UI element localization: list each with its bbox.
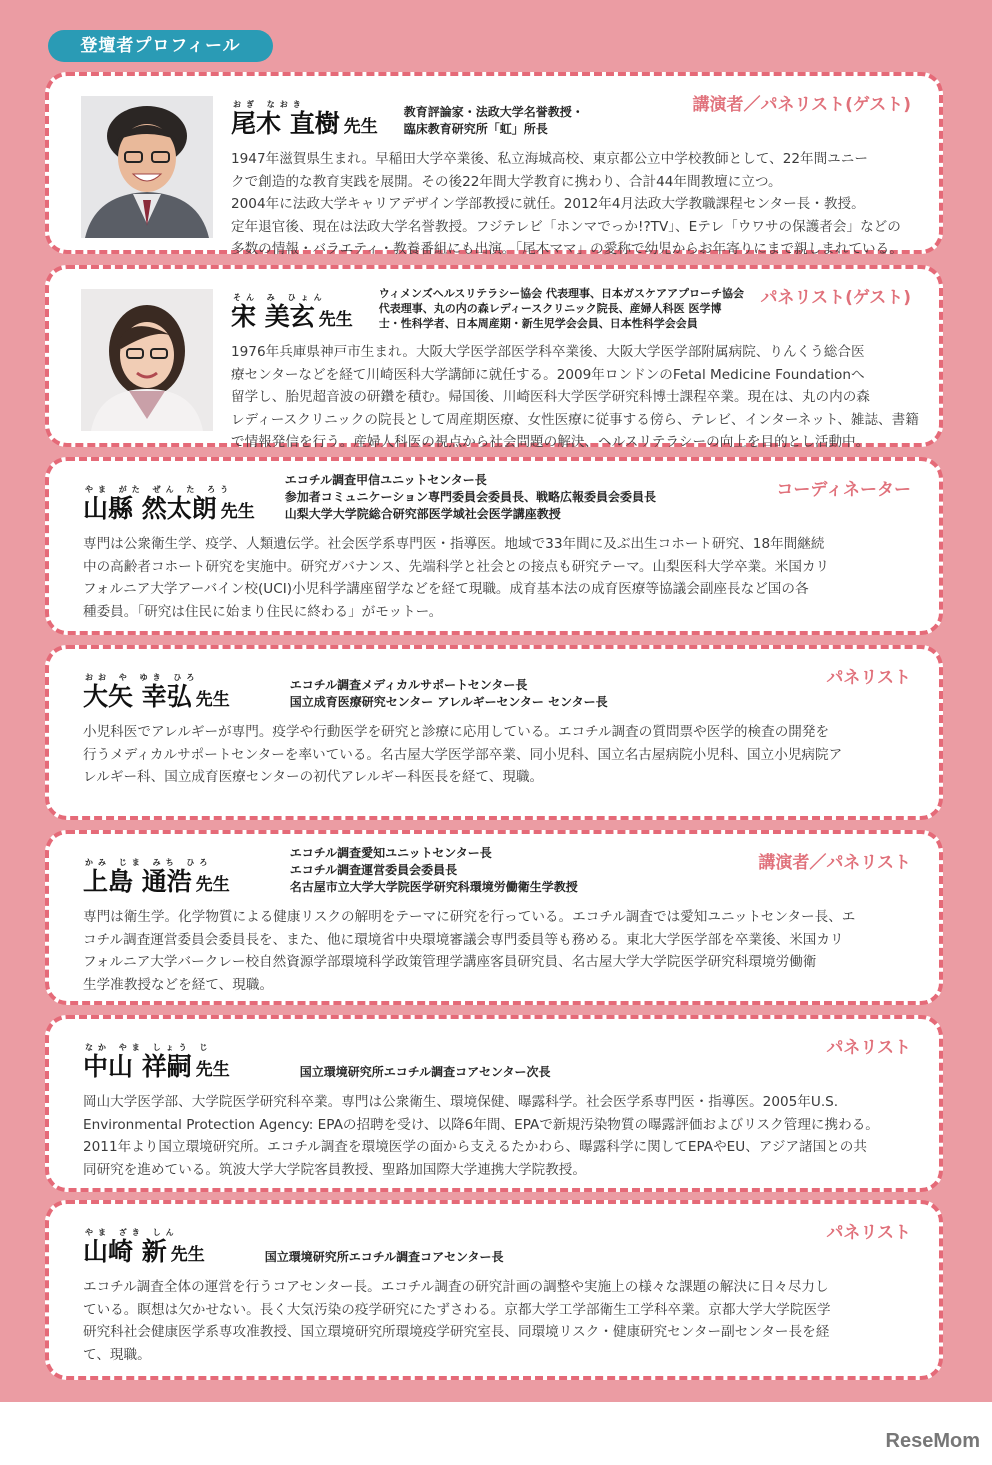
bio-line: クで創造的な教育実践を展開。その後22年間大学教育に携わり、合計44年間教壇に立つ。	[231, 173, 782, 190]
bio-line: 岡山大学医学部、大学院医学研究科卒業。専門は公衆衛生、環境保健、曝露科学。社会医学系専門医・指導医。2005年U.S.	[83, 1094, 839, 1110]
name-text: 山崎 新	[83, 1237, 167, 1266]
bio-line: コチル調査運営委員会委員長を、また、他に環境省中央環境審議会専門委員等も務める。東北大学医学部を卒業後、米国カリ	[83, 931, 844, 948]
bio-line: フォルニア大学アーバイン校(UCI)小児科学講座留学などを経て現職。成育基本法の成育医療等協議会副座長など国の各	[83, 581, 809, 597]
speaker-role: パネリスト	[826, 1223, 911, 1243]
speaker-info	[83, 471, 911, 623]
bio-line: 研究科社会健康医学系専攻准教授、国立環境研究所環境疫学研究室長、同環境リスク・健康研究センター副センター長を経	[83, 1324, 830, 1340]
speaker-name-block	[83, 672, 230, 715]
speaker-name	[231, 109, 378, 142]
affiliation-line: 参加者コミュニケーション専門委員会委員長、戦略広報委員会委員長	[284, 490, 657, 504]
speaker-name-block	[231, 99, 378, 142]
affiliation-line: 臨床教育研究所「虹」所長	[403, 122, 548, 136]
bio-line: で情報発信を行う。産婦人科医の視点から社会問題の解決、ヘルスリテラシーの向上を目的とし活動中。	[231, 434, 870, 450]
bio-line: 行うメディカルサポートセンターを率いている。名古屋大学医学部卒業、同小児科、国立名古屋病院小児科、国立小児病院ア	[83, 746, 843, 763]
affiliation-line: 国立環境研究所エコチル調査コアセンター次長	[299, 1065, 551, 1079]
affiliation-line: エコチル調査愛知ユニットセンター長	[289, 846, 492, 860]
name-furigana: おぎ なおき	[233, 100, 306, 109]
speaker-role: 講演者／パネリスト(ゲスト)	[692, 95, 911, 115]
bio-line: 種委員。「研究は住民に始まり住民に終わる」がモットー。	[83, 603, 443, 620]
name-text: 上島 通浩	[83, 867, 192, 896]
bio-line: 専門は衛生学。化学物質による健康リスクの解明をテーマに研究を行っている。エコチル調査では愛知ユニットセンター長、エ	[83, 909, 856, 925]
affiliation	[285, 472, 656, 523]
bio-line: 専門は公衆衛生学、疫学、人類遺伝学。社会医学系専門医・指導医。地域で33年間に及ぶ出生コホート研究、18年間継続	[83, 536, 825, 552]
name-text: 宋 美玄	[231, 302, 315, 331]
speaker-info	[231, 279, 919, 454]
speaker-name	[83, 1237, 205, 1270]
affiliation-line: 名古屋市立大学大学院医学研究科環境労働衛生学教授	[289, 880, 578, 894]
speaker-role: パネリスト(ゲスト)	[760, 288, 911, 308]
speaker-header	[83, 1214, 911, 1270]
speaker-card	[45, 265, 943, 450]
male-portrait	[81, 96, 213, 238]
speaker-info	[83, 1214, 911, 1366]
honorific: 先生	[318, 310, 353, 330]
bio-line: Environmental Protection Agency: EPAの招聘を受け、以降6年間、EPAで新規汚染物質の曝露評価およびリスク管理に携わる。	[83, 1116, 879, 1133]
affiliation-line: ウィメンズヘルスリテラシー協会 代表理事、日本ガスケアアプローチ協会	[378, 287, 745, 300]
speaker-name	[83, 494, 255, 527]
bio-line: 2011年より国立環境研究所。エコチル調査を環境医学の面から支えるたかわら、曝露科学に関してEPAやEU、アジア諸国との共	[83, 1139, 867, 1155]
speaker-card	[45, 1015, 943, 1192]
affiliation-line: 代表理事、丸の内の森レディースクリニック院長、産婦人科医 医学博	[378, 302, 722, 315]
speaker-name-block	[83, 857, 230, 900]
affiliation-line: エコチル調査メディカルサポートセンター長	[289, 678, 528, 692]
name-text: 大矢 幸弘	[83, 682, 192, 711]
affiliation-line: 国立成育医療研究センター アレルギーセンター センター長	[289, 695, 608, 709]
affiliation	[404, 104, 584, 138]
name-furigana: おお や ゆき ひろ	[85, 673, 200, 682]
bio-line: 1976年兵庫県神戸市生まれ。大阪大学医学部医学科卒業後、大阪大学医学部附属病院、りんくう総合医	[231, 344, 865, 360]
honorific: 先生	[195, 875, 230, 895]
resemom-logo: ReseMom	[885, 1430, 980, 1452]
bio-line: て、現職。	[83, 1346, 151, 1363]
speaker-header	[231, 86, 911, 142]
speaker-header	[83, 659, 911, 715]
speaker-name-block	[83, 1042, 230, 1085]
bio-line: 小児科医でアレルギーが専門。疫学や行動医学を研究と診療に応用している。エコチル調査の質問票や医学的検査の開発を	[83, 724, 830, 740]
affiliation-line: 士・性科学者、日本周産期・新生児学会会員、日本性科学会会員	[378, 317, 698, 330]
affiliation-line: 教育評論家・法政大学名誉教授・	[403, 105, 584, 119]
speaker-header	[231, 279, 911, 335]
bio-line: ている。瞑想は欠かせない。長く大気汚染の疫学研究にたずさわる。京都大学工学部衛生工学科卒業。京都大学大学院医学	[83, 1301, 831, 1318]
speaker-name	[231, 302, 353, 335]
affiliation	[265, 1249, 504, 1266]
bio-line: 2004年に法政大学キャリアデザイン学部教授に就任。2012年4月法政大学教職課程センター長・教授。	[231, 196, 865, 212]
name-text: 尾木 直樹	[231, 109, 340, 138]
bio-line: 同研究を進めている。筑波大学大学院客員教授、聖路加国際大学連携大学院教授。	[83, 1161, 586, 1178]
section-title-badge: 登壇者プロフィール	[48, 30, 273, 62]
speaker-card	[45, 830, 943, 1005]
speaker-bio	[83, 533, 911, 623]
speaker-bio	[83, 721, 911, 789]
bio-line: 生学准教授などを経て、現職。	[83, 976, 274, 993]
speaker-name-block	[83, 484, 255, 527]
bio-line: 留学し、胎児超音波の研鑽を積む。帰国後、川崎医科大学医学研究科博士課程卒業。現在は、丸の内の森	[231, 389, 870, 405]
speaker-role: パネリスト	[826, 1038, 911, 1058]
speaker-name	[83, 1052, 230, 1085]
speaker-name-block	[231, 292, 353, 335]
bio-line: フォルニア大学バークレー校自然資源学部環境科学政策管理学講座客員研究員、名古屋大学大学院医学研究科環境労働衛	[83, 954, 817, 970]
name-furigana: かみ じま みち ひろ	[85, 858, 213, 867]
bio-line: レルギー科、国立成育医療センターの初代アレルギー科医長を経て、現職。	[83, 769, 544, 785]
speaker-bio	[231, 148, 911, 261]
female-portrait	[81, 289, 213, 431]
name-furigana: なか やま しょう じ	[85, 1043, 213, 1052]
speaker-card	[45, 1200, 943, 1380]
bio-line: レディースクリニックの院長として周産期医療、女性医療に従事する傍ら、テレビ、インターネット、雑誌、書籍	[231, 411, 919, 428]
speaker-header	[83, 1029, 911, 1085]
affiliation	[379, 286, 744, 331]
honorific: 先生	[195, 1060, 230, 1080]
speaker-info	[231, 86, 911, 261]
speaker-card	[45, 457, 943, 635]
speaker-bio	[83, 1276, 911, 1366]
bio-line: 多数の情報・バラエティ・教養番組にも出演。「尾木ママ」の愛称で幼児からお年寄りにまで親しまれている。	[231, 241, 903, 257]
speaker-card	[45, 645, 943, 820]
speaker-bio	[83, 1091, 911, 1181]
speaker-card	[45, 72, 943, 257]
name-furigana: やま ざき しん	[85, 1228, 179, 1237]
name-furigana: やま がた ぜん た ろう	[85, 485, 234, 494]
bio-line: 中の高齢者コホート研究を実施中。研究ガバナンス、先端科学と社会との接点も研究テーマ。山梨医科大学卒業。米国カリ	[83, 558, 830, 575]
speaker-name-block	[83, 1227, 205, 1270]
speaker-info	[83, 659, 911, 789]
affiliation-line: エコチル調査甲信ユニットセンター長	[284, 473, 487, 487]
affiliation	[290, 677, 608, 711]
affiliation-line: 国立環境研究所エコチル調査コアセンター長	[264, 1250, 504, 1264]
affiliation-line: エコチル調査運営委員会委員長	[289, 863, 458, 877]
honorific: 先生	[195, 690, 230, 710]
honorific: 先生	[343, 117, 378, 137]
speaker-info	[83, 844, 911, 996]
bio-line: 定年退官後、現在は法政大学名誉教授。フジテレビ「ホンマでっか!?TV」、Eテレ「ウワサの保護者会」などの	[231, 218, 901, 235]
honorific: 先生	[170, 1245, 205, 1265]
speaker-header	[83, 471, 911, 527]
speaker-role: パネリスト	[826, 668, 911, 688]
name-text: 山縣 然太朗	[83, 494, 217, 523]
honorific: 先生	[220, 502, 255, 522]
speaker-info	[83, 1029, 911, 1181]
affiliation	[290, 845, 578, 896]
bio-line: エコチル調査全体の運営を行うコアセンター長。エコチル調査の研究計画の調整や実施上の様々な課題の解決に日々尽力し	[83, 1279, 829, 1295]
bio-line: 1947年滋賀県生まれ。早稲田大学卒業後、私立海城高校、東京都公立中学校教師として、22年間ユニー	[231, 151, 868, 167]
speaker-bio	[83, 906, 911, 996]
speaker-role: コーディネーター	[776, 480, 911, 500]
affiliation-line: 山梨大学大学院総合研究部医学域社会医学講座教授	[284, 507, 561, 521]
name-furigana: そん み ひょん	[233, 293, 327, 302]
name-text: 中山 祥嗣	[83, 1052, 192, 1081]
speaker-role: 講演者／パネリスト	[758, 853, 911, 873]
bio-line: 療センターなどを経て川崎医科大学講師に就任する。2009年ロンドンのFetal Medicine Foundationへ	[231, 366, 865, 383]
affiliation	[300, 1064, 551, 1081]
speaker-bio	[231, 341, 919, 454]
speaker-name	[83, 682, 230, 715]
speaker-header	[83, 844, 911, 900]
speaker-name	[83, 867, 230, 900]
